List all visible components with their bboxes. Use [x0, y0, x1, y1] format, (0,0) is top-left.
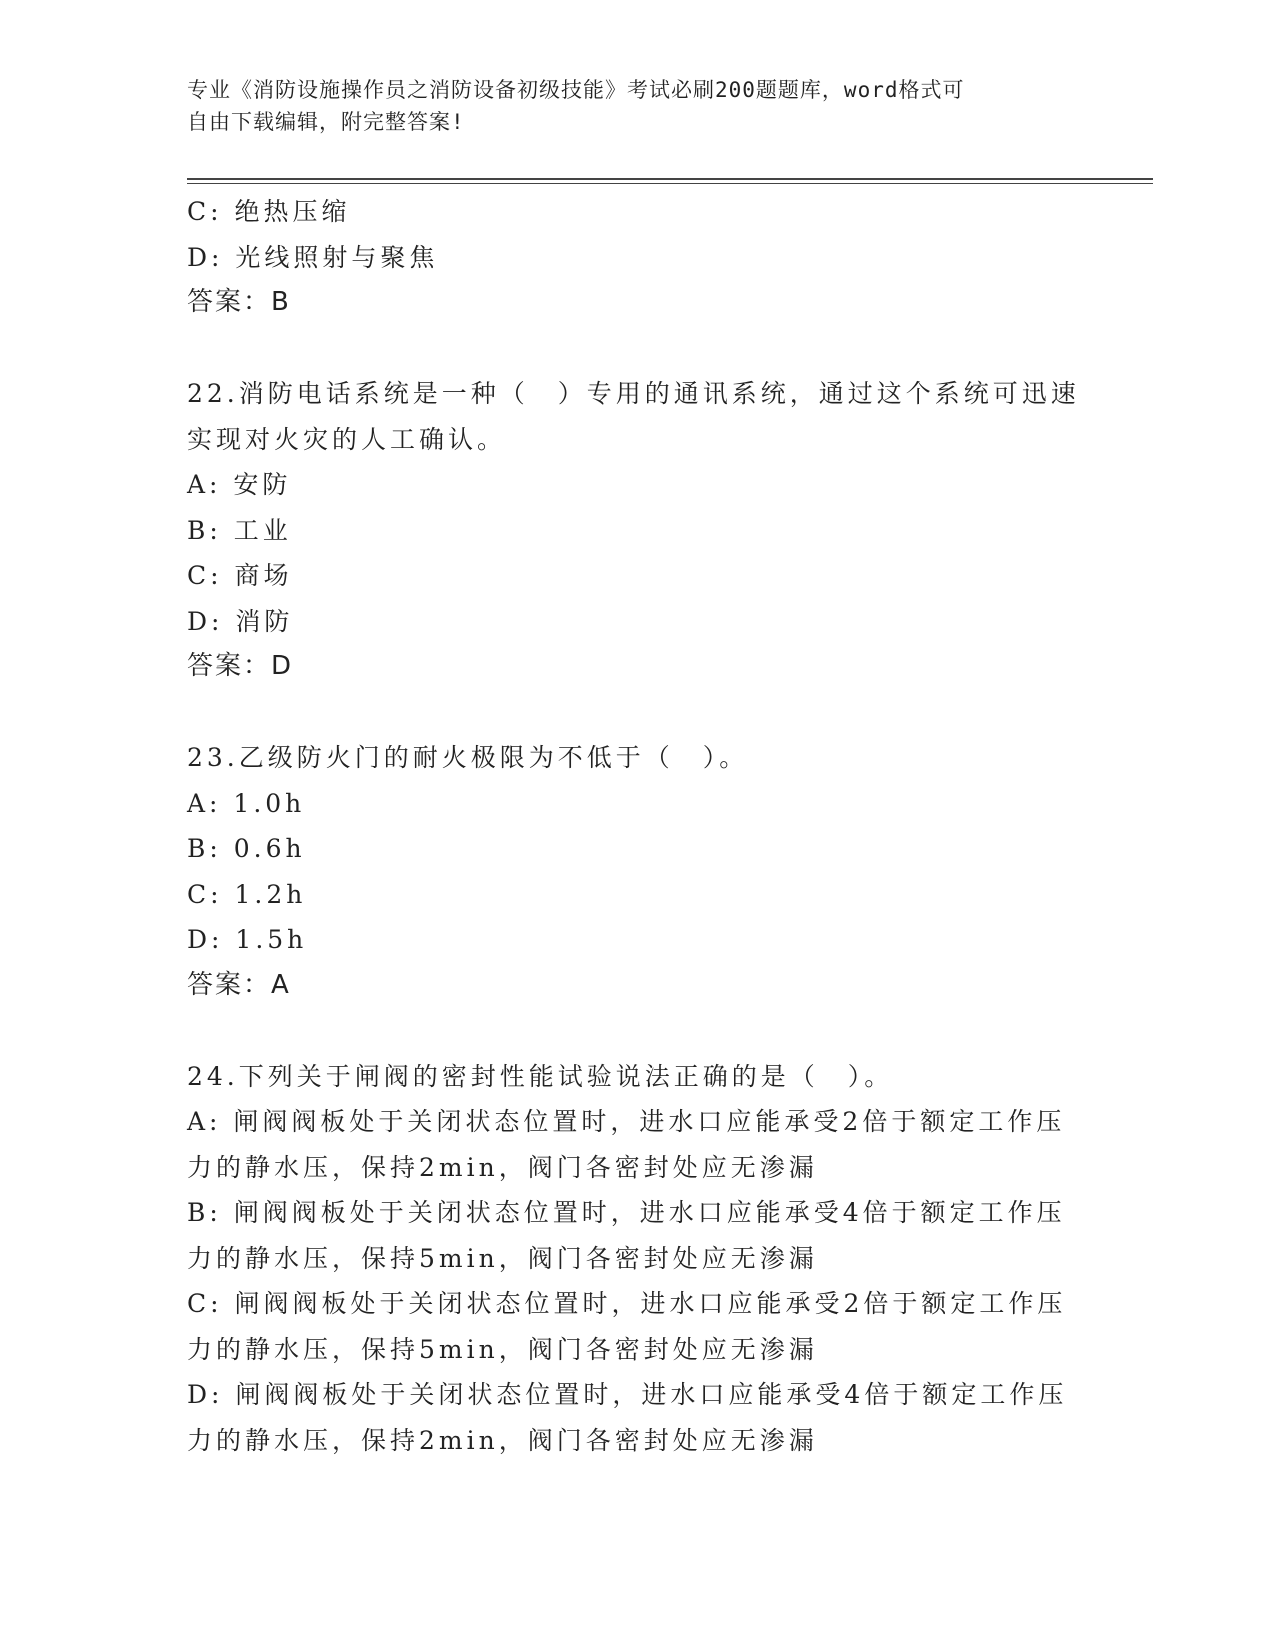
q24-option-c-line-2: 力的静水压，保持5min，阀门各密封处应无渗漏 — [187, 1334, 818, 1364]
q22-option-c: C: 商场 — [187, 561, 293, 590]
q24-option-d-line-1: D: 闸阀阀板处于关闭状态位置时，进水口应能承受4倍于额定工作压 — [187, 1380, 1068, 1409]
prev-option-d: D: 光线照射与聚焦 — [187, 242, 439, 272]
q22-option-a: A: 安防 — [187, 470, 292, 499]
q24-option-b-line-2: 力的静水压，保持5min，阀门各密封处应无渗漏 — [187, 1243, 818, 1273]
header-divider-thin — [187, 183, 1153, 184]
spacer — [187, 326, 1087, 372]
q24-stem-line-1: 24.下列关于闸阀的密封性能试验说法正确的是（ ）。 — [187, 1061, 894, 1091]
spacer — [187, 1008, 1087, 1054]
q22-option-d: D: 消防 — [187, 606, 294, 636]
q23-option-d: D: 1.5h — [187, 925, 308, 954]
header-divider-thick — [187, 178, 1153, 180]
q23-answer: 答案：A — [187, 969, 291, 1000]
q22-stem-line-2: 实现对火灾的人工确认。 — [187, 424, 507, 454]
q24-option-a-line-2: 力的静水压，保持2min，阀门各密封处应无渗漏 — [187, 1152, 818, 1182]
q24-option-b-line-1: B: 闸阀阀板处于关闭状态位置时，进水口应能承受4倍于额定工作压 — [187, 1198, 1066, 1227]
header-line-2: 自由下载编辑，附完整答案! — [187, 110, 465, 134]
prev-answer: 答案：B — [187, 287, 291, 317]
q22-answer: 答案：D — [187, 651, 294, 681]
q23-option-c: C: 1.2h — [187, 879, 307, 909]
document-header — [187, 74, 1087, 138]
spacer — [187, 690, 1087, 736]
q22-stem-line-1: 22.消防电话系统是一种（ ）专用的通讯系统，通过这个系统可迅速 — [187, 379, 1080, 408]
q22-option-b: B: 工业 — [187, 515, 292, 545]
question-content — [187, 189, 1087, 1463]
q23-stem-line-1: 23.乙级防火门的耐火极限为不低于（ ）。 — [187, 743, 749, 772]
q24-option-c-line-1: C: 闸阀阀板处于关闭状态位置时，进水口应能承受2倍于额定工作压 — [187, 1289, 1067, 1318]
q23-option-a: A: 1.0h — [187, 788, 306, 818]
q23-option-b: B: 0.6h — [187, 834, 306, 863]
prev-option-c: C: 绝热压缩 — [187, 197, 351, 226]
header-line-1: 专业《消防设施操作员之消防设备初级技能》考试必刷200题题库，word格式可 — [187, 78, 965, 102]
q24-option-a-line-1: A: 闸阀阀板处于关闭状态位置时，进水口应能承受2倍于额定工作压 — [187, 1107, 1066, 1136]
q24-option-d-line-2: 力的静水压，保持2min，阀门各密封处应无渗漏 — [187, 1425, 818, 1455]
